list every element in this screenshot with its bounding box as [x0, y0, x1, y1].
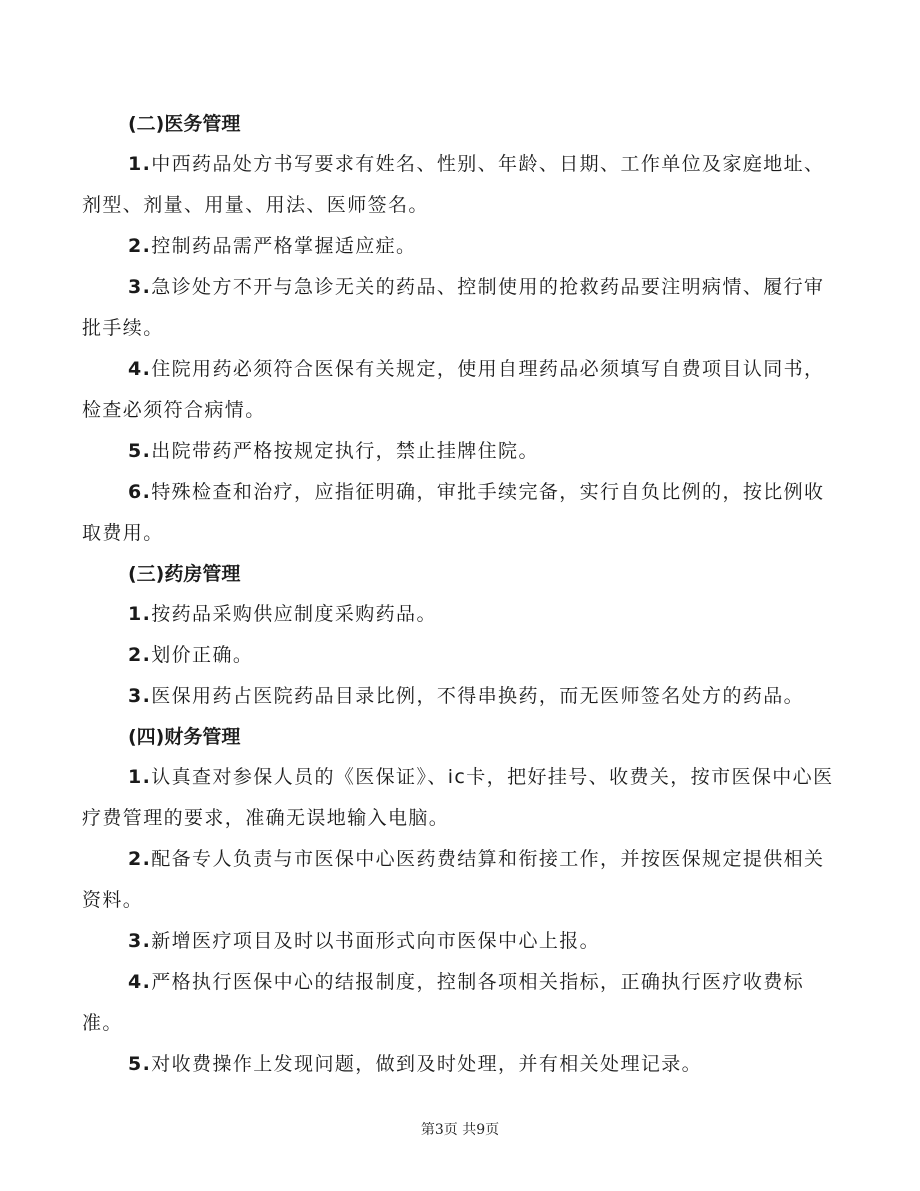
list-item [82, 757, 840, 839]
list-item [82, 144, 840, 226]
item-text: 认真查对参保人员的《医保证》、ic卡，把好挂号、收费关，按市医保中心医疗费管理的要求，准确无误地输入电脑。 [82, 766, 834, 829]
section-heading: (三)药房管理 [128, 563, 241, 585]
section-heading: (四)财务管理 [128, 726, 241, 748]
list-item [82, 267, 840, 349]
item-number: 2. [128, 235, 152, 257]
item-number: 2. [128, 848, 152, 870]
item-number: 4. [128, 358, 152, 380]
list-item [82, 226, 840, 267]
item-number: 3. [128, 685, 152, 707]
item-number: 1. [128, 153, 152, 175]
section-pharmacy-management [82, 554, 840, 717]
item-number: 5. [128, 440, 152, 462]
item-text: 新增医疗项目及时以书面形式向市医保中心上报。 [151, 930, 601, 952]
item-text: 对收费操作上发现问题，做到及时处理，并有相关处理记录。 [151, 1053, 703, 1075]
item-text: 划价正确。 [151, 644, 254, 666]
item-text: 中西药品处方书写要求有姓名、性别、年龄、日期、工作单位及家庭地址、剂型、剂量、用量、用法、医师签名。 [82, 153, 825, 216]
list-item [82, 921, 840, 962]
list-item [82, 635, 840, 676]
item-text: 住院用药必须符合医保有关规定，使用自理药品必须填写自费项目认同书，检查必须符合病情。 [82, 358, 825, 421]
item-number: 2. [128, 644, 152, 666]
list-item [82, 676, 840, 717]
item-number: 1. [128, 603, 152, 625]
item-text: 医保用药占医院药品目录比例，不得串换药，而无医师签名处方的药品。 [151, 685, 805, 707]
list-item [82, 839, 840, 921]
list-item [82, 1044, 840, 1085]
list-item [82, 962, 840, 1044]
item-number: 3. [128, 930, 152, 952]
item-number: 1. [128, 766, 152, 788]
item-text: 急诊处方不开与急诊无关的药品、控制使用的抢救药品要注明病情、履行审批手续。 [82, 276, 825, 339]
document-body [82, 104, 840, 1085]
list-item [82, 472, 840, 554]
list-item [82, 594, 840, 635]
section-heading: (二)医务管理 [128, 113, 241, 135]
page-footer: 第3页 共9页 [420, 1122, 500, 1138]
list-item [82, 349, 840, 431]
list-item [82, 431, 840, 472]
item-text: 按药品采购供应制度采购药品。 [151, 603, 437, 625]
item-text: 配备专人负责与市医保中心医药费结算和衔接工作，并按医保规定提供相关资料。 [82, 848, 825, 911]
section-finance-management [82, 717, 840, 1085]
item-text: 特殊检查和治疗，应指征明确，审批手续完备，实行自负比例的，按比例收取费用。 [82, 481, 825, 544]
section-medical-management [82, 104, 840, 554]
item-number: 5. [128, 1053, 152, 1075]
item-text: 出院带药严格按规定执行，禁止挂牌住院。 [151, 440, 539, 462]
item-text: 严格执行医保中心的结报制度，控制各项相关指标，正确执行医疗收费标准。 [82, 971, 805, 1034]
item-text: 控制药品需严格掌握适应症。 [151, 235, 417, 257]
item-number: 3. [128, 276, 152, 298]
item-number: 6. [128, 481, 152, 503]
item-number: 4. [128, 971, 152, 993]
